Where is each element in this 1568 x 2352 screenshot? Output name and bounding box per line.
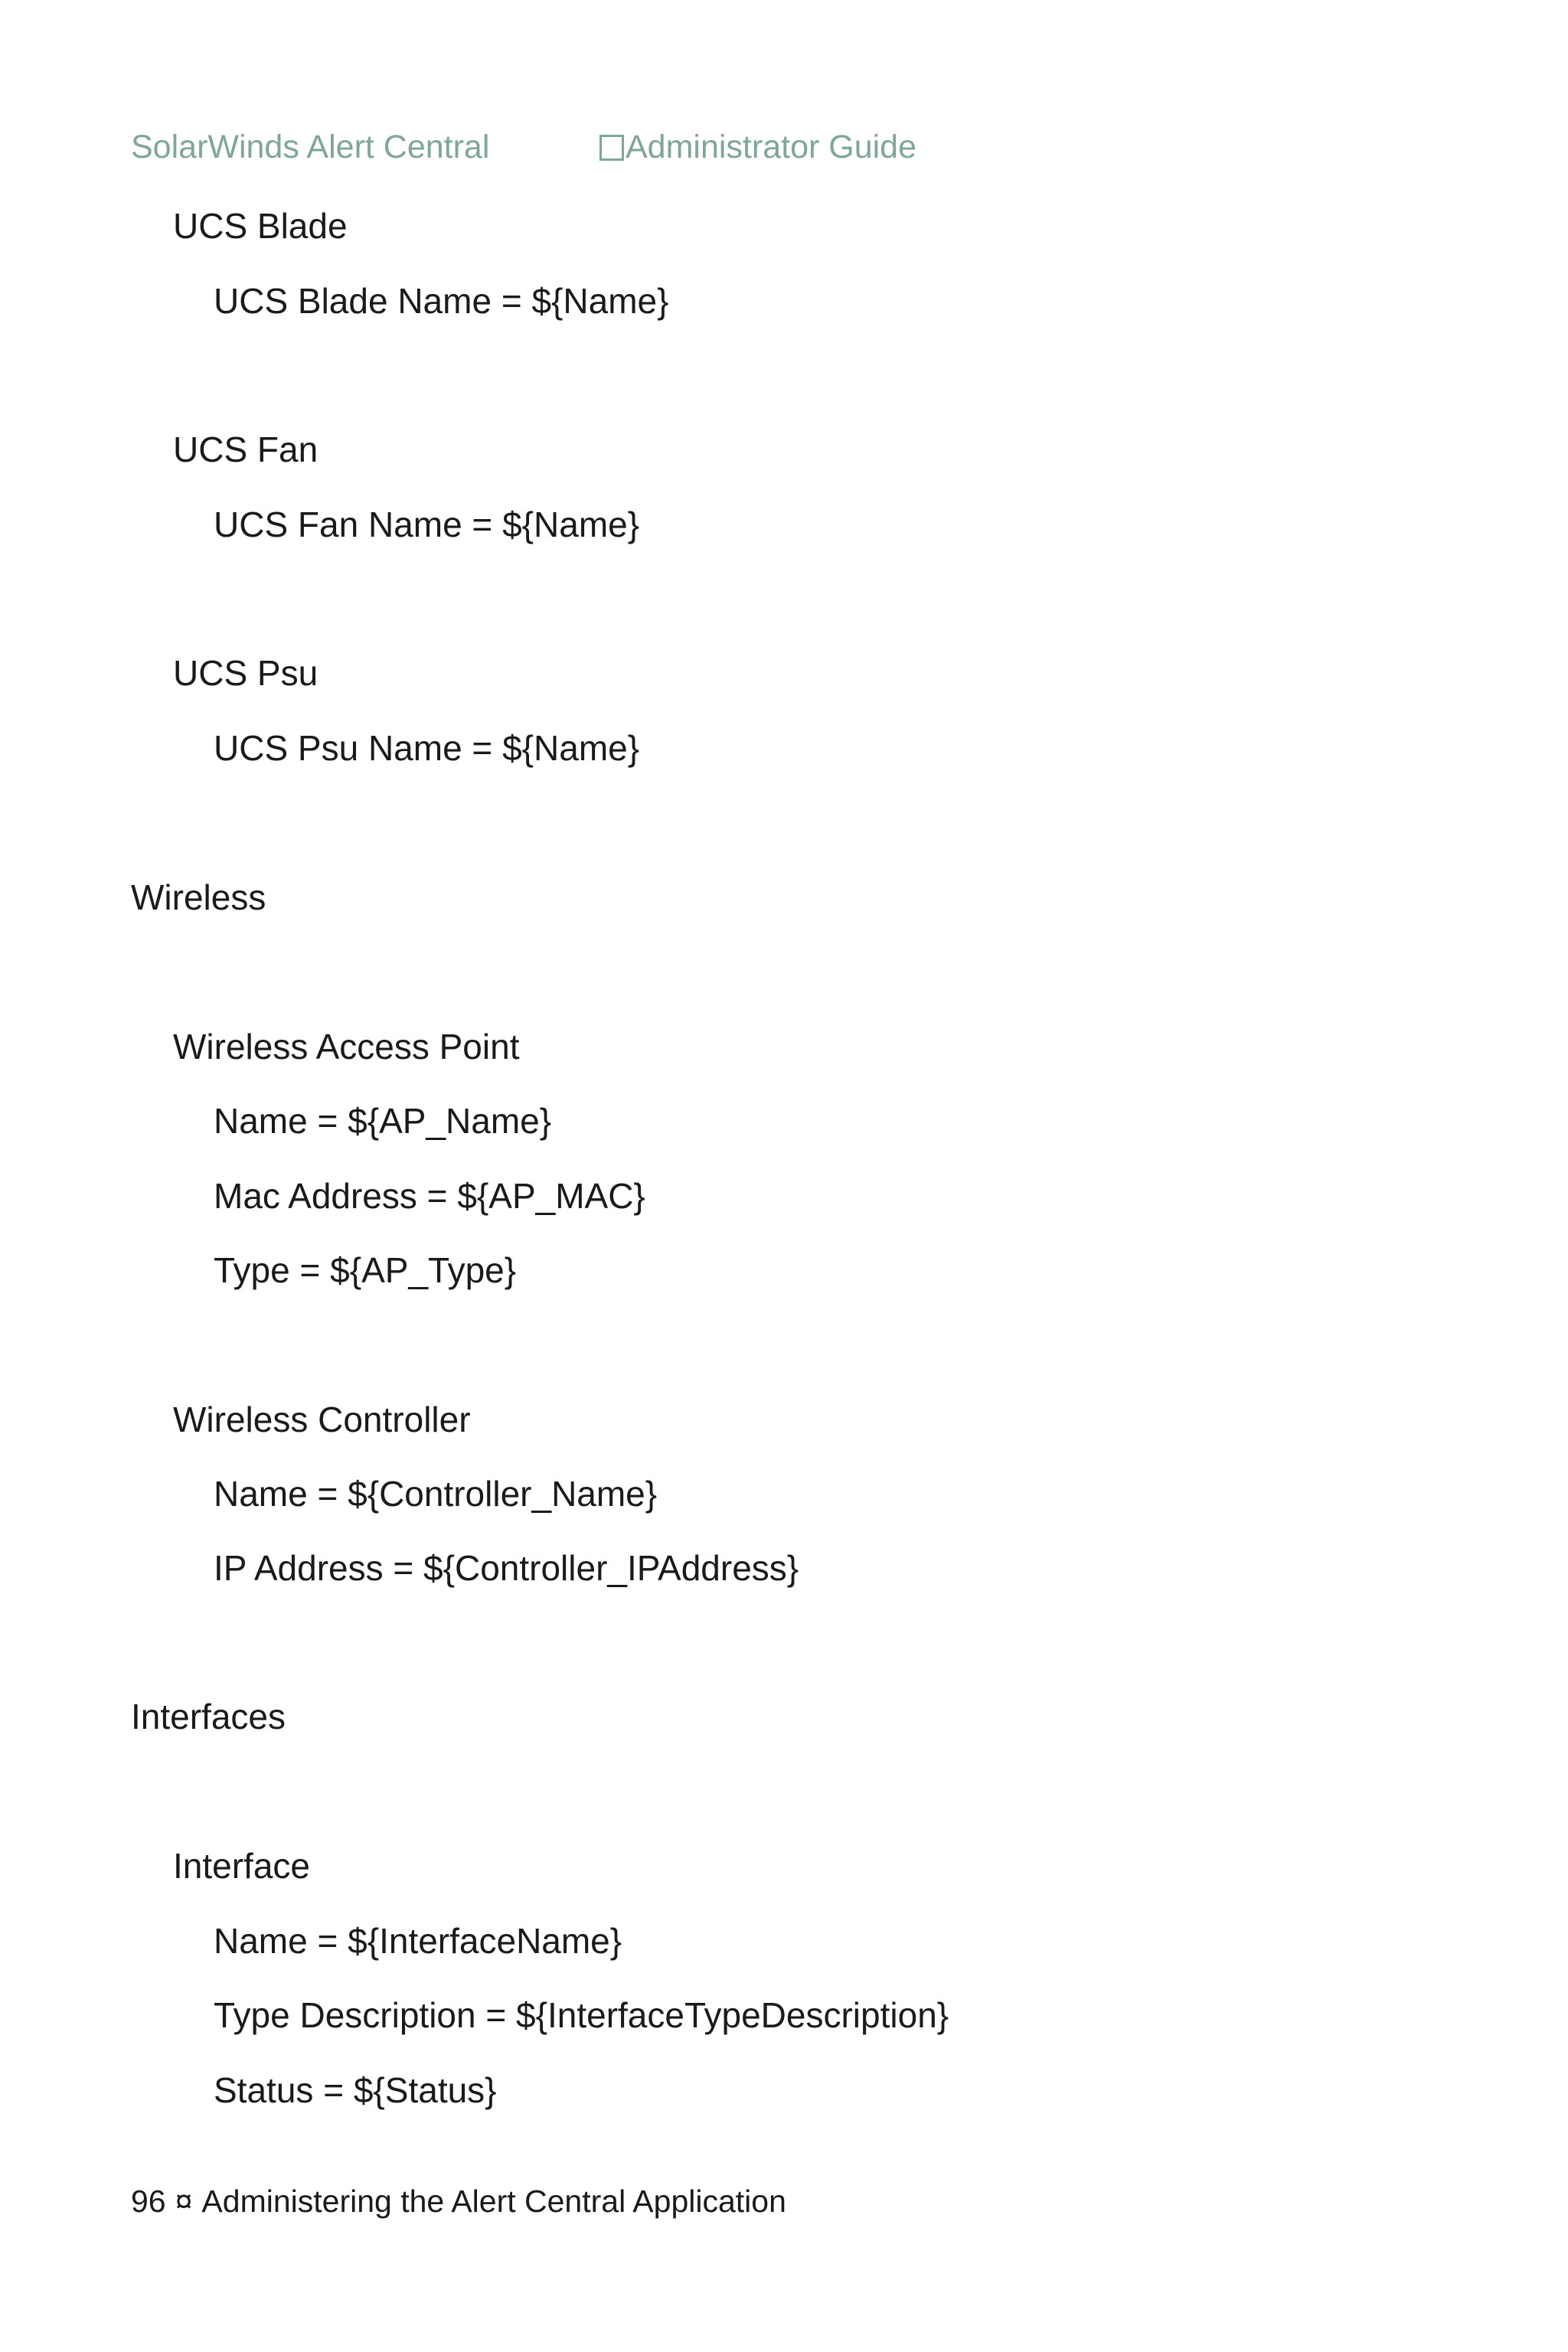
- missing-glyph-icon: [599, 135, 624, 161]
- property-line: Name = ${InterfaceName}: [214, 1921, 622, 1961]
- property-line: Mac Address = ${AP_MAC}: [214, 1176, 645, 1216]
- property-line: Status = ${Status}: [214, 2070, 497, 2110]
- property-line: Name = ${Controller_Name}: [214, 1474, 658, 1514]
- footer-separator: ¤: [175, 2184, 193, 2219]
- header-product-title: SolarWinds Alert Central: [131, 129, 490, 165]
- property-line: UCS Blade Name = ${Name}: [214, 281, 669, 321]
- property-line: Type = ${AP_Type}: [214, 1250, 517, 1290]
- header-guide-text: Administrator Guide: [626, 129, 916, 165]
- section-heading: Wireless Controller: [173, 1400, 471, 1439]
- section-heading: UCS Blade: [173, 206, 348, 246]
- category-heading: Wireless: [131, 877, 266, 917]
- section-heading: Interface: [173, 1846, 310, 1886]
- header-guide-title: [599, 129, 916, 166]
- section-heading: Wireless Access Point: [173, 1027, 520, 1067]
- property-line: IP Address = ${Controller_IPAddress}: [214, 1548, 799, 1588]
- page-header: [131, 129, 916, 166]
- category-heading: Interfaces: [131, 1697, 286, 1736]
- property-line: UCS Psu Name = ${Name}: [214, 728, 640, 768]
- property-line: Type Description = ${InterfaceTypeDescription}: [214, 1995, 949, 2035]
- section-heading: UCS Psu: [173, 653, 318, 693]
- footer-section-title: Administering the Alert Central Application: [201, 2184, 786, 2219]
- page-footer: [131, 2184, 786, 2220]
- page-number: 96: [131, 2184, 166, 2219]
- section-heading: UCS Fan: [173, 430, 318, 469]
- property-line: Name = ${AP_Name}: [214, 1101, 552, 1141]
- property-line: UCS Fan Name = ${Name}: [214, 505, 640, 544]
